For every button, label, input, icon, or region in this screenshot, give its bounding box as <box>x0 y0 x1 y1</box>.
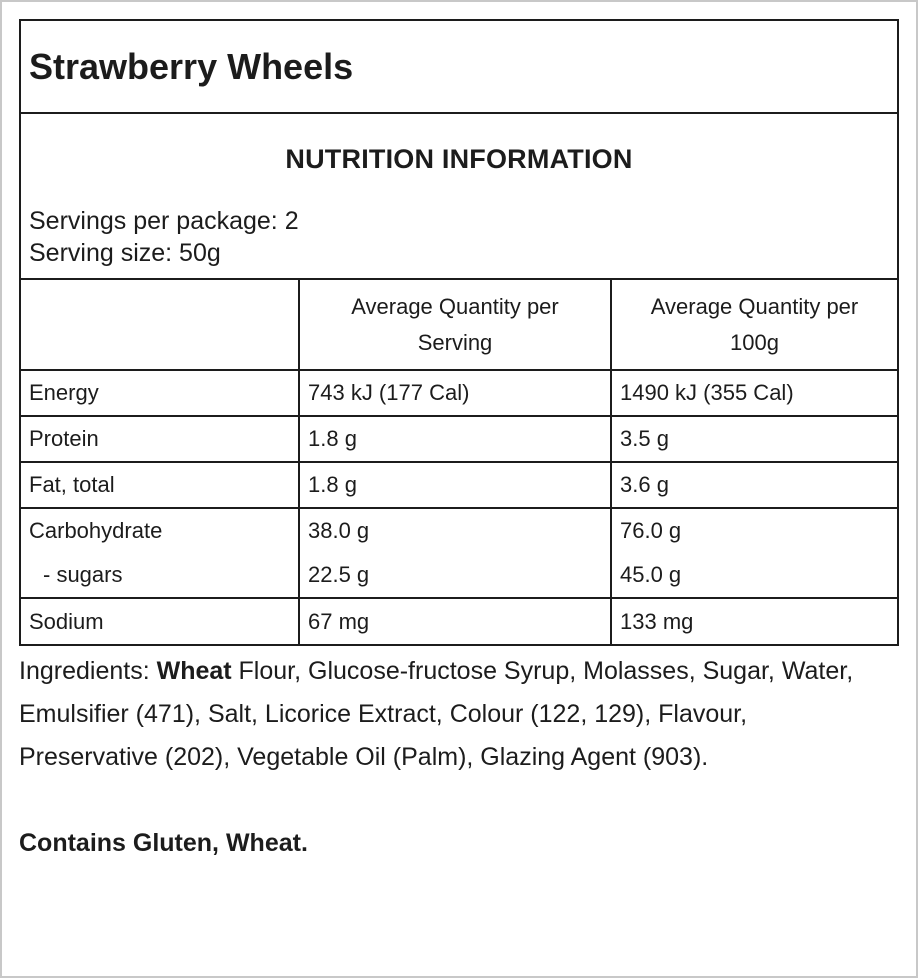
sub-nutrient-name: - sugars <box>43 562 123 587</box>
ingredients-allergen-highlight: Wheat <box>156 657 232 685</box>
per-serving-value: 1.8 g <box>299 416 611 462</box>
header-per-100g: Average Quantity per 100g <box>611 280 897 370</box>
per-100g-value: 76.0 g <box>620 518 682 543</box>
per-serving-value: 743 kJ (177 Cal) <box>299 370 611 416</box>
per-100g-value: 3.6 g <box>611 462 897 508</box>
ingredients-text <box>19 650 889 779</box>
table-header-row <box>21 280 897 370</box>
table-row-fat <box>21 462 897 508</box>
per-100g-value: 3.5 g <box>611 416 897 462</box>
table-row-energy <box>21 370 897 416</box>
per-100g-value: 133 mg <box>611 598 897 644</box>
nutrient-name: Fat, total <box>21 462 299 508</box>
per-100g-value: 1490 kJ (355 Cal) <box>611 370 897 416</box>
table-row-protein <box>21 416 897 462</box>
header-per-serving: Average Quantity per Serving <box>299 280 611 370</box>
per-serving-cell <box>299 508 611 598</box>
per-100g-cell <box>611 508 897 598</box>
per-serving-value: 38.0 g <box>308 518 370 543</box>
nutrient-name: Carbohydrate <box>29 518 163 543</box>
per-serving-value: 67 mg <box>299 598 611 644</box>
nutrition-header <box>21 114 897 280</box>
servings-per-package: Servings per package: 2 <box>29 207 299 235</box>
allergen-statement: Contains Gluten, Wheat. <box>19 829 308 857</box>
ingredients-prefix: Ingredients: <box>19 657 157 685</box>
ingredients-list: Flour, Glucose-fructose Syrup, Molasses, Sugar, Water, Emulsifier (471), Salt, Licorice Extract, Colour (122, 129), Flavour, Preservative (202), Vegetable Oil (Palm), Glazing Agent (903). <box>19 657 854 771</box>
table-row-sodium <box>21 598 897 644</box>
serving-size: Serving size: 50g <box>29 239 221 267</box>
header-blank-cell <box>21 280 299 370</box>
nutrient-name: Sodium <box>21 598 299 644</box>
nutrient-name: Energy <box>21 370 299 416</box>
nutrition-heading: NUTRITION INFORMATION <box>285 144 633 174</box>
sub-per-100g-value: 45.0 g <box>620 562 682 587</box>
nutrient-name-cell <box>21 508 299 598</box>
product-title: Strawberry Wheels <box>21 21 897 114</box>
serving-info <box>29 205 299 269</box>
per-serving-value: 1.8 g <box>299 462 611 508</box>
nutrition-panel <box>19 19 899 646</box>
table-row-carbohydrate <box>21 508 897 598</box>
sub-per-serving-value: 22.5 g <box>308 562 370 587</box>
nutrient-name: Protein <box>21 416 299 462</box>
nutrition-table <box>21 280 897 644</box>
